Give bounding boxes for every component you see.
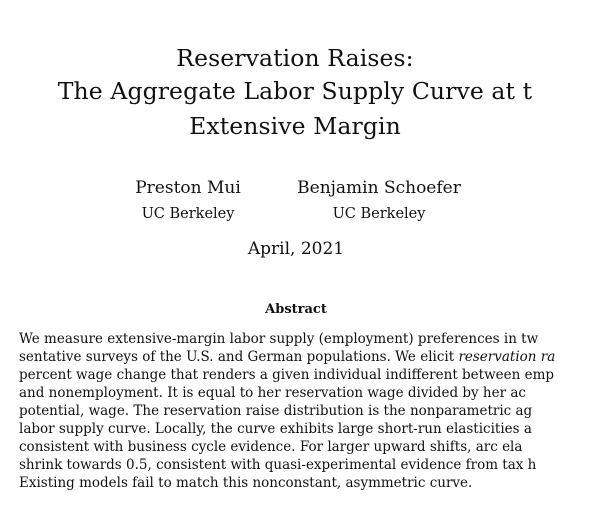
author-affiliation: UC Berkeley [332, 206, 426, 222]
abstract-line: labor supply curve. Locally, the curve exhibits large short-run elasticities a [19, 421, 532, 437]
abstract-line: shrink towards 0.5, consistent with quasi-experimental evidence from tax h [19, 457, 537, 473]
author-block [296, 177, 462, 224]
abstract-italic-term: reservation ra [458, 349, 556, 365]
author-affiliation: UC Berkeley [141, 206, 235, 222]
abstract-line: sentative surveys of the U.S. and German populations. We elicit reservation ra [19, 349, 556, 365]
abstract-line: potential, wage. The reservation raise distribution is the nonparametric ag [19, 403, 533, 419]
abstract-line: and nonemployment. It is equal to her reservation wage divided by her ac [19, 385, 526, 401]
abstract-line: We measure extensive-margin labor supply (employment) preferences in tw [19, 331, 539, 347]
author-name: Preston Mui [135, 178, 241, 198]
paper-title-line-1: Reservation Raises: [176, 44, 414, 72]
abstract-line: percent wage change that renders a given individual indifferent between emp [19, 367, 555, 383]
abstract-line: Existing models fail to match this nonconstant, asymmetric curve. [19, 475, 473, 491]
author-block [120, 177, 256, 224]
paper-title-line-2: The Aggregate Labor Supply Curve at t [57, 77, 533, 105]
abstract-line: consistent with business cycle evidence. For larger upward shifts, arc ela [19, 439, 523, 455]
paper-title-line-3: Extensive Margin [189, 112, 401, 140]
author-name: Benjamin Schoefer [297, 178, 461, 198]
abstract-heading: Abstract [265, 302, 327, 317]
paper-date: April, 2021 [247, 239, 345, 259]
